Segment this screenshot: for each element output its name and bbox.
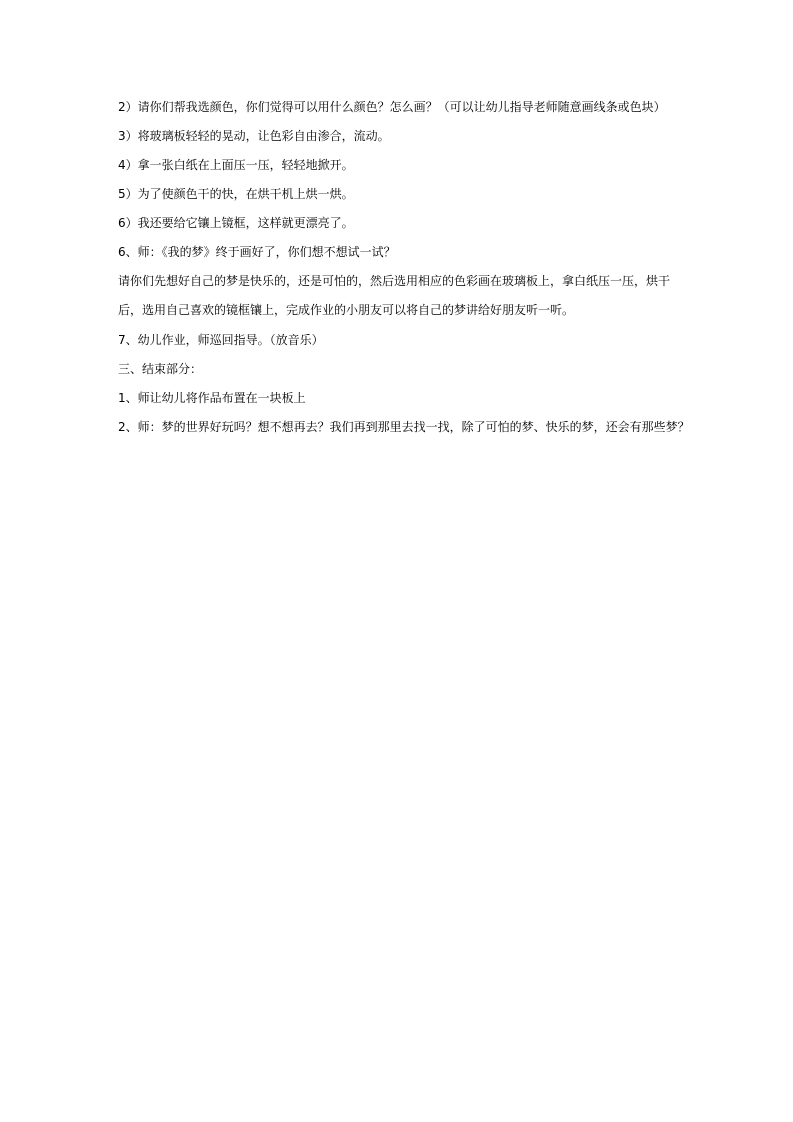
paragraph-step-5: 5）为了使颜色干的快，在烘干机上烘一烘。: [118, 187, 354, 201]
section-heading-ending: 三、结束部分：: [118, 362, 203, 376]
paragraph-step-6: 6）我还要给它镶上镜框，这样就更漂亮了。: [118, 216, 354, 230]
paragraph-ending-1: 1、师让幼儿将作品布置在一块板上: [118, 391, 306, 405]
paragraph-ending-2: 2、师：梦的世界好玩吗？想不想再去？我们再到那里去找一找，除了可怕的梦、快乐的梦，还会有那些梦？: [118, 420, 690, 434]
paragraph-instructions: 请你们先想好自己的梦是快乐的，还是可怕的，然后选用相应的色彩画在玻璃板上，拿白纸压一压，烘干后，选用自己喜欢的镜框镶上，完成作业的小朋友可以将自己的梦讲给好朋友听一听。: [118, 274, 671, 317]
document-body: [118, 100, 690, 449]
paragraph-step-7: 7、幼儿作业，师巡回指导。（放音乐）: [118, 333, 324, 347]
paragraph-step-4: 4）拿一张白纸在上面压一压，轻轻地掀开。: [118, 158, 354, 172]
paragraph-step-2: 2）请你们帮我选颜色，你们觉得可以用什么颜色？怎么画？（可以让幼儿指导老师随意画线条或色块）: [118, 100, 666, 114]
paragraph-step-3: 3）将玻璃板轻轻的晃动，让色彩自由渗合，流动。: [118, 129, 390, 143]
paragraph-teacher-6: 6、师：《我的梦》终于画好了，你们想不想试一试？: [118, 245, 396, 259]
